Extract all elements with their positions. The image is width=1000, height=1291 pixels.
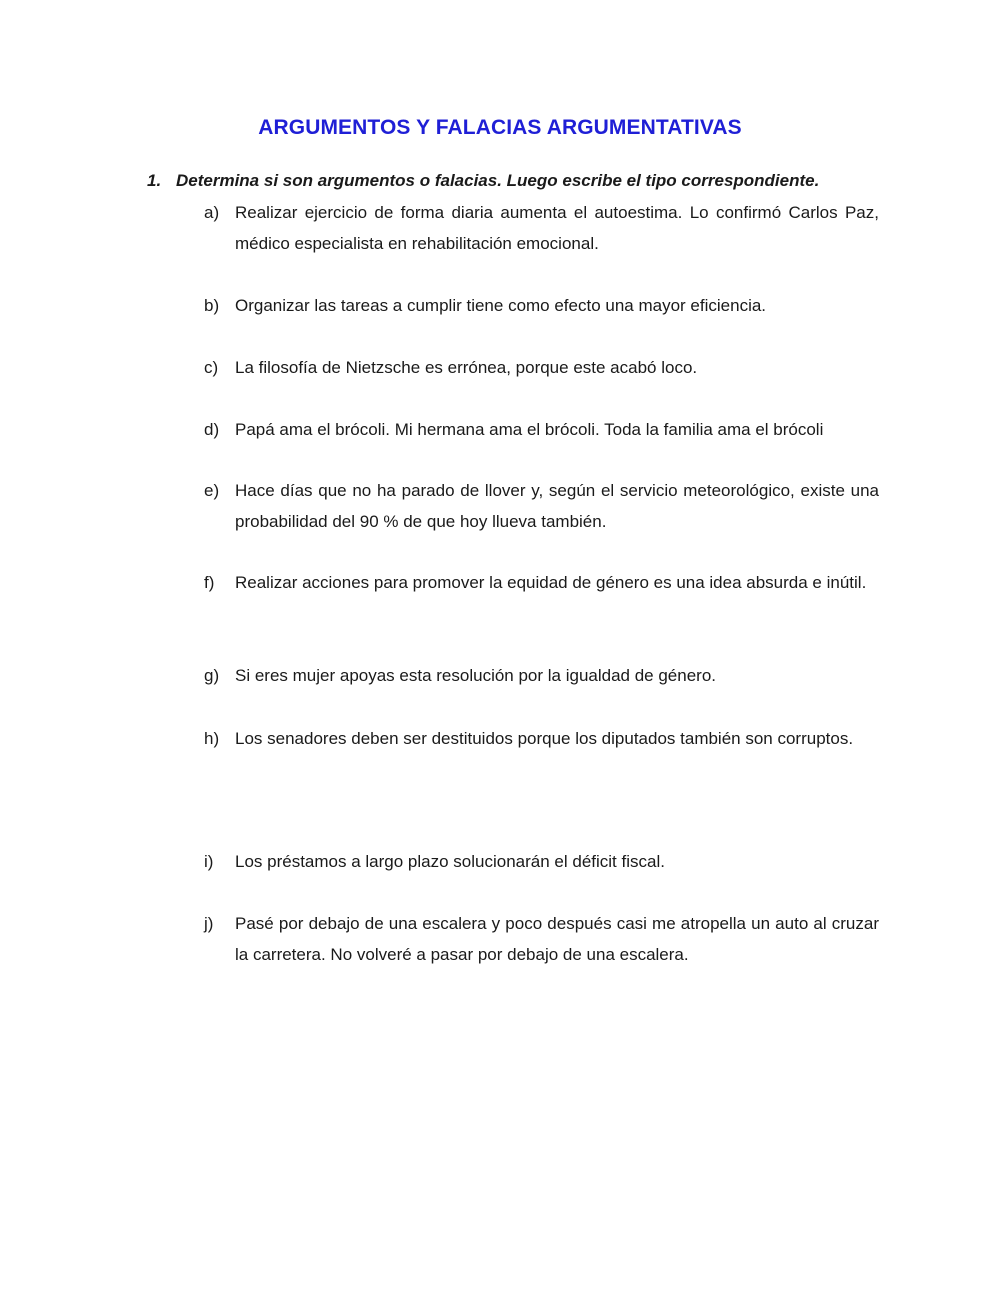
list-item-g [204,660,879,691]
list-item-i [204,846,879,877]
item-text: Los préstamos a largo plazo solucionarán el déficit fiscal. [235,852,665,871]
instruction-number: 1. [147,171,162,190]
item-letter: i) [204,852,214,871]
item-text: Pasé por debajo de una escalera y poco después casi me atropella un auto al cruzar la carretera. No volveré a pasar por debajo de una escalera. [235,914,879,964]
item-letter: b) [204,296,220,315]
list-item-f [204,567,879,598]
list-item-d [204,414,879,445]
item-text: Realizar ejercicio de forma diaria aumenta el autoestima. Lo confirmó Carlos Paz, médico especialista en rehabilitación emocional. [235,203,879,253]
list-item-a [204,197,879,259]
item-letter: e) [204,481,220,500]
item-text: Organizar las tareas a cumplir tiene como efecto una mayor eficiencia. [235,296,767,315]
list-item-e [204,475,879,537]
item-text: Papá ama el brócoli. Mi hermana ama el brócoli. Toda la familia ama el brócoli [235,420,824,439]
item-text: Si eres mujer apoyas esta resolución por la igualdad de género. [235,666,717,685]
item-letter: g) [204,666,220,685]
item-letter: h) [204,729,220,748]
list-item-c [204,352,879,383]
item-letter: d) [204,420,220,439]
item-letter: f) [204,573,215,592]
list-item-h [204,723,879,754]
item-text: Hace días que no ha parado de llover y, según el servicio meteorológico, existe una probabilidad del 90 % de que hoy llueva también. [235,481,879,531]
item-text: La filosofía de Nietzsche es errónea, porque este acabó loco. [235,358,698,377]
list-item-j [204,908,879,970]
item-letter: c) [204,358,219,377]
item-text: Los senadores deben ser destituidos porque los diputados también son corruptos. [235,729,854,748]
item-letter: j) [204,914,214,933]
page-title: ARGUMENTOS Y FALACIAS ARGUMENTATIVAS [258,116,742,139]
item-letter: a) [204,203,220,222]
list-item-b [204,290,879,321]
instruction-text: Determina si son argumentos o falacias. Luego escribe el tipo correspondiente. [176,171,820,190]
item-text: Realizar acciones para promover la equidad de género es una idea absurda e inútil. [235,573,867,592]
instruction [147,171,819,191]
